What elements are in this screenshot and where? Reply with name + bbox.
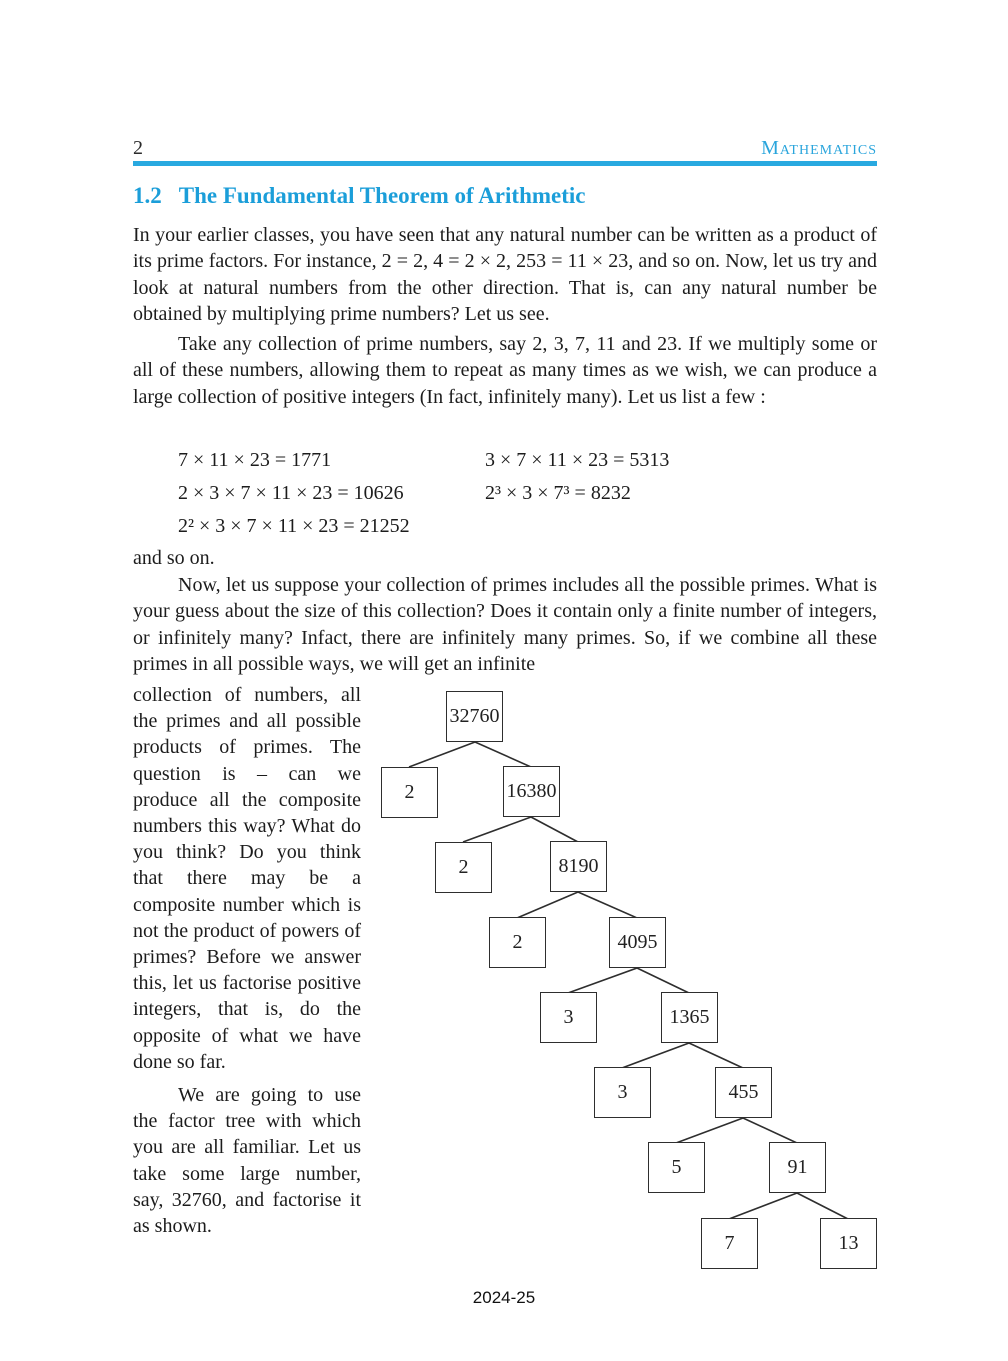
factor-tree-node-prime: 2 <box>381 767 438 818</box>
running-head: Mathematics <box>761 137 877 159</box>
paragraph-suppose-primes: Now, let us suppose your collection of primes includes all the possible primes. What is your guess about the size of this collection? Does it contain only a finite number of integers, or infinitely many? Infact, there are infinitely many primes. So, if we combine all these primes in all possible ways, we will get an infinite <box>133 574 877 676</box>
section-number: 1.2 <box>133 183 162 208</box>
header-rule <box>133 161 877 166</box>
left-column-paragraph: We are going to use the factor tree with which you are all familiar. Let us take some large number, say, 32760, and factorise it as shown. <box>133 1084 361 1238</box>
paragraph-prime-collection: Take any collection of prime numbers, say 2, 3, 7, 11 and 23. If we multiply some or all of these numbers, allowing them to repeat as many times as we wish, we can produce a large collection of positive integers (In fact, infinitely many). Let us list a few : <box>133 333 877 408</box>
factor-tree-node-prime: 2 <box>489 917 546 968</box>
page-number: 2 <box>133 137 143 159</box>
section-title-text: The Fundamental Theorem of Arithmetic <box>178 183 586 208</box>
factor-tree-node-prime: 5 <box>648 1142 705 1193</box>
equation: 7 × 11 × 23 = 1771 <box>178 449 332 471</box>
factor-tree-node-composite: 455 <box>715 1067 772 1118</box>
factor-tree-node-composite: 1365 <box>661 992 718 1043</box>
equation-list <box>133 449 877 548</box>
factor-tree-node-composite: 16380 <box>503 766 560 817</box>
equation-row <box>133 482 877 515</box>
paragraph-intro: In your earlier classes, you have seen that any natural number can be written as a product of its prime factors. For instance, 2 = 2, 4 = 2 × 2, 253 = 11 × 23, and so on. Now, let us try and look at natural numbers from the other direction. That is, can any natural number be obtained by multiplying prime numbers? Let us see. <box>133 224 877 326</box>
factor-tree-node-composite: 8190 <box>550 841 607 892</box>
equation: 2 × 3 × 7 × 11 × 23 = 10626 <box>178 482 404 504</box>
factor-tree-node-prime: 3 <box>594 1067 651 1118</box>
left-column-paragraph: collection of numbers, all the primes and all possible products of primes. The question is – can we produce all the composite numbers this way? What do you think? Do you think that there may be a composite number which is not the product of powers of primes? Before we answer this, let us factorise positive integers, that is, do the opposite of what we have done so far. <box>133 684 361 1073</box>
equation-row <box>133 449 877 482</box>
factor-tree-node-prime: 7 <box>701 1218 758 1269</box>
factor-tree-node-prime: 3 <box>540 992 597 1043</box>
section-title <box>133 183 585 209</box>
factor-tree-node-prime: 13 <box>820 1218 877 1269</box>
page-footer: 2024-25 <box>472 1288 536 1307</box>
equation: 2² × 3 × 7 × 11 × 23 = 21252 <box>178 515 410 537</box>
left-column <box>133 682 361 1239</box>
equation: 3 × 7 × 11 × 23 = 5313 <box>485 449 670 471</box>
and-so-on-text: and so on. <box>133 547 215 569</box>
factor-tree-node-prime: 2 <box>435 842 492 893</box>
factor-tree-node-composite: 91 <box>769 1142 826 1193</box>
equation: 2³ × 3 × 7³ = 8232 <box>485 482 631 504</box>
factor-tree-node-composite: 4095 <box>609 917 666 968</box>
page-header <box>133 137 877 160</box>
equation-row <box>133 515 877 548</box>
factor-tree-node-root: 32760 <box>446 691 503 742</box>
